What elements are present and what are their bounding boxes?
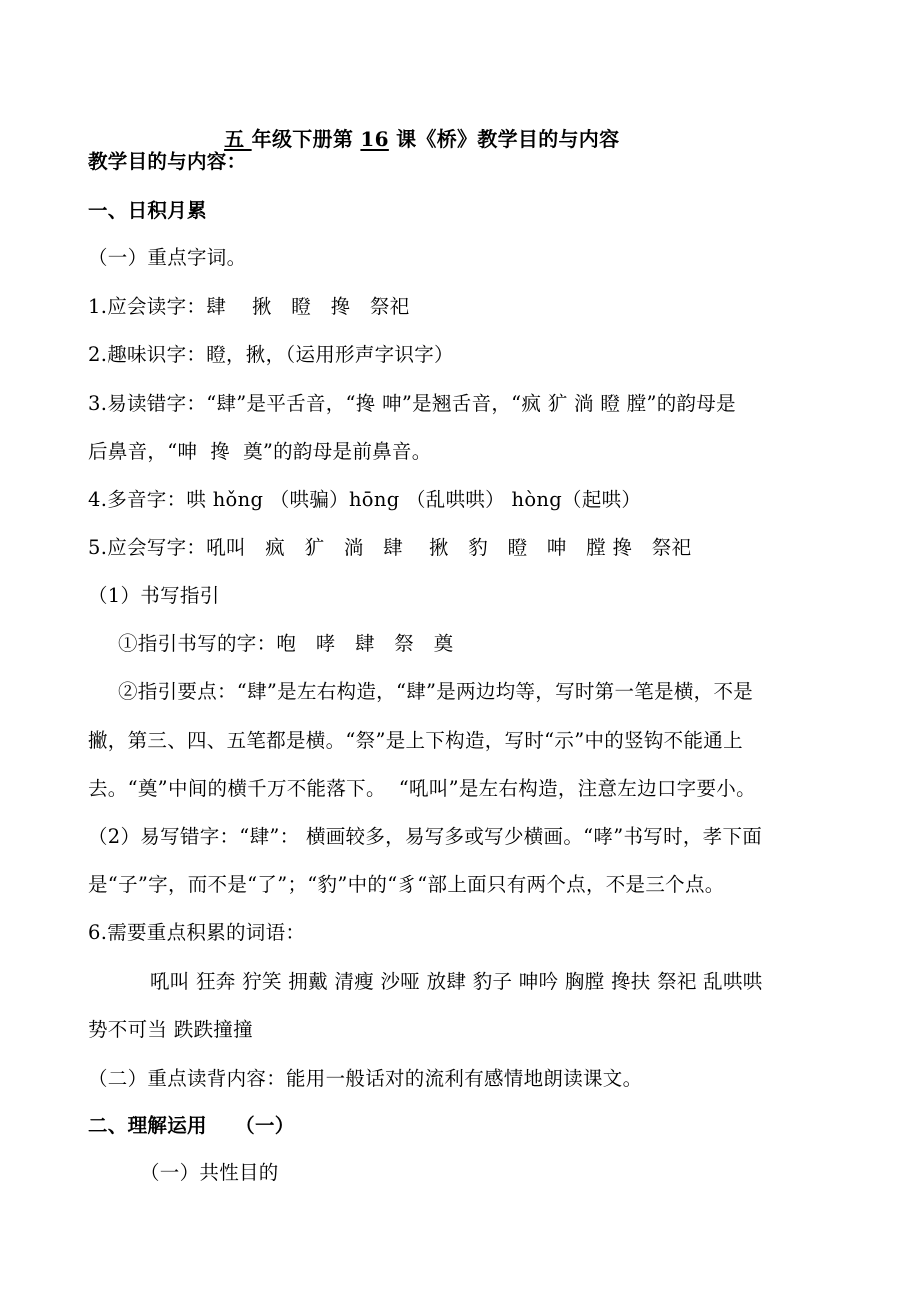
title-mid: 年级下册第	[251, 127, 361, 151]
subheading-common-goals: （一）共性目的	[140, 1161, 279, 1184]
paragraph-miswritten-line1: （2）易写错字：“肆”： 横画较多，易写多或写少横画。“哮”书写时，孝下面	[88, 825, 763, 848]
subheading-writing-guide: （1）书写指引	[88, 584, 220, 607]
paragraph-vocab-heading: 6.需要重点积累的词语：	[88, 921, 306, 944]
paragraph-read-chars: 1.应会读字：肆 揪 瞪 搀 祭祀	[88, 295, 410, 318]
paragraph-guide-points-line3: 去。“奠”中间的横千万不能落下。 “吼叫”是左右构造，注意左边口字要小。	[88, 777, 756, 800]
paragraph-recitation: （二）重点读背内容：能用一般话对的流利有感情地朗读课文。	[88, 1067, 643, 1090]
paragraph-polyphones: 4.多音字：哄 hǒng （哄骗）hōng （乱哄哄） hòng（起哄）	[88, 488, 642, 511]
paragraph-fun-literacy: 2.趣味识字：瞪，揪，（运用形声字识字）	[88, 343, 454, 366]
paragraph-guide-points-line2: 撇，第三、四、五笔都是横。“祭”是上下构造，写时“示”中的竖钩不能通上	[88, 729, 743, 752]
paragraph-misread-chars-line2: 后鼻音，“呻 搀 奠”的韵母是前鼻音。	[88, 440, 432, 463]
paragraph-miswritten-line2: 是“子”字，而不是“了”；“豹”中的“豸“部上面只有两个点，不是三个点。	[88, 873, 725, 896]
paragraph-guide-points-line1: ②指引要点：“肆”是左右构造，“肆”是两边均等，写时第一笔是横，不是	[118, 680, 754, 703]
section-heading-understanding: 二、理解运用 （一）	[88, 1114, 295, 1137]
paragraph-vocab-line2: 势不可当 跌跌撞撞	[88, 1018, 253, 1041]
document-title	[195, 100, 619, 178]
paragraph-guide-chars: ①指引书写的字：咆 哮 肆 祭 奠	[118, 632, 454, 655]
paragraph-vocab-line1: 吼叫 狂奔 狞笑 拥戴 清瘦 沙哑 放肆 豹子 呻吟 胸膛 搀扶 祭祀 乱哄哄	[150, 970, 763, 993]
paragraph-misread-chars-line1: 3.易读错字：“肆”是平舌音，“搀 呻”是翘舌音，“疯 犷 淌 瞪 膛”的韵母是	[88, 392, 736, 415]
section-heading-accumulation: 一、日积月累	[88, 199, 207, 222]
title-rest: 课《桥》教学目的与内容	[388, 127, 620, 151]
subheading-key-words: （一）重点字词。	[88, 246, 247, 269]
title-grade: 五	[224, 127, 252, 151]
paragraph-write-chars: 5.应会写字：吼叫 疯 犷 淌 肆 揪 豹 瞪 呻 膛 搀 祭祀	[88, 536, 692, 559]
section-heading-content: 教学目的与内容：	[88, 150, 247, 173]
title-lesson-number: 16	[360, 127, 389, 151]
